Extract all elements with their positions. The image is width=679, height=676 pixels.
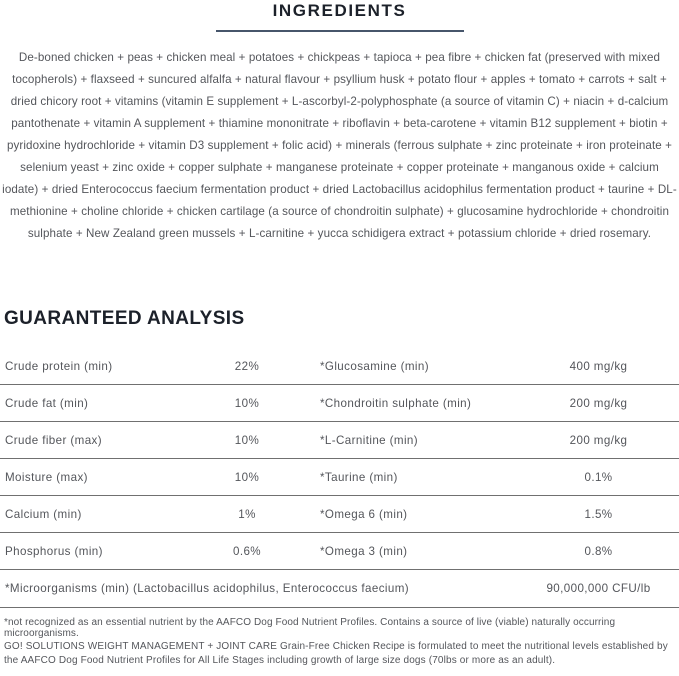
nutrient-value: 22% [234,359,260,373]
nutrient-label: Moisture (max) [5,470,88,484]
table-row [0,422,679,459]
table-row [0,385,679,422]
table-row-microorganisms [0,570,679,608]
nutrient-value: 10% [234,396,260,410]
nutrient-label: *Chondroitin sulphate (min) [320,396,472,410]
nutrient-label: Crude fat (min) [5,396,89,410]
nutrient-value: 1% [238,507,256,521]
nutrient-label: *Glucosamine (min) [320,359,429,373]
nutrient-label: *Omega 6 (min) [320,507,408,521]
guaranteed-analysis-title: GUARANTEED ANALYSIS [4,308,245,329]
table-row [0,533,679,570]
title-divider [216,30,464,32]
aafco-statement: GO! SOLUTIONS WEIGHT MANAGEMENT + JOINT CARE Grain-Free Chicken Recipe is formulated to meet the nutritional levels established by the AAFCO Dog Food Nutrient Profiles for All Life Stages including growth of large size dogs (70lbs or more as an adult). [4,641,668,666]
nutrient-value: 1.5% [584,507,613,521]
nutrient-label: Crude protein (min) [5,359,113,373]
nutrient-label: *L-Carnitine (min) [320,433,419,447]
nutrient-value: 400 mg/kg [569,359,628,373]
nutrient-label: *Omega 3 (min) [320,544,408,558]
asterisk-footnote: *not recognized as an essential nutrient by the AAFCO Dog Food Nutrient Profiles. Contains a source of live (viable) naturally occurring microorganisms. [4,617,616,639]
table-row [0,348,679,385]
nutrient-value: 200 mg/kg [569,396,628,410]
nutrient-label: Crude fiber (max) [5,433,102,447]
nutrient-label: *Taurine (min) [320,470,398,484]
guaranteed-analysis-table [0,348,679,608]
table-row [0,459,679,496]
nutrient-value: 90,000,000 CFU/lb [546,582,651,595]
nutrient-value: 10% [234,470,260,484]
nutrient-label: Phosphorus (min) [5,544,103,558]
nutrient-value: 0.8% [584,544,613,558]
nutrient-value: 200 mg/kg [569,433,628,447]
ingredients-section-title: INGREDIENTS [272,1,407,20]
table-row [0,496,679,533]
ingredients-list-text: De-boned chicken + peas + chicken meal + potatoes + chickpeas + tapioca + pea fibre + chicken fat (preserved with mixed tocopherols) + flaxseed + suncured alfalfa + natural flavour + psyllium husk + potato flour + apples + tomato + carrots + salt + dried chicory root + vitamins (vitamin E supplement + L-ascorbyl-2-polyphosphate (a source of vitamin C) + niacin + d-calcium pantothenate + vitamin A supplement + thiamine mononitrate + riboflavin + beta-carotene + vitamin B12 supplement + biotin + pyridoxine hydrochloride + vitamin D3 supplement + folic acid) + minerals (ferrous sulphate + zinc proteinate + iron proteinate + selenium yeast + zinc oxide + copper sulphate + manganese proteinate + copper proteinate + manganous oxide + calcium iodate) + dried Enterococcus faecium fermentation product + dried Lactobacillus acidophilus fermentation product + taurine + DL-methionine + choline chloride + chicken cartilage (a source of chondroitin sulphate) + glucosamine hydrochloride + chondroitin sulphate + New Zealand green mussels + L-carnitine + yucca schidigera extract + potassium chloride + dried rosemary. [2,51,677,240]
nutrient-value: 10% [234,433,260,447]
nutrient-label: *Microorganisms (min) (Lactobacillus acidophilus, Enterococcus faecium) [5,582,410,595]
nutrient-value: 0.1% [584,470,613,484]
nutrient-value: 0.6% [232,544,262,558]
nutrient-label: Calcium (min) [5,507,82,521]
